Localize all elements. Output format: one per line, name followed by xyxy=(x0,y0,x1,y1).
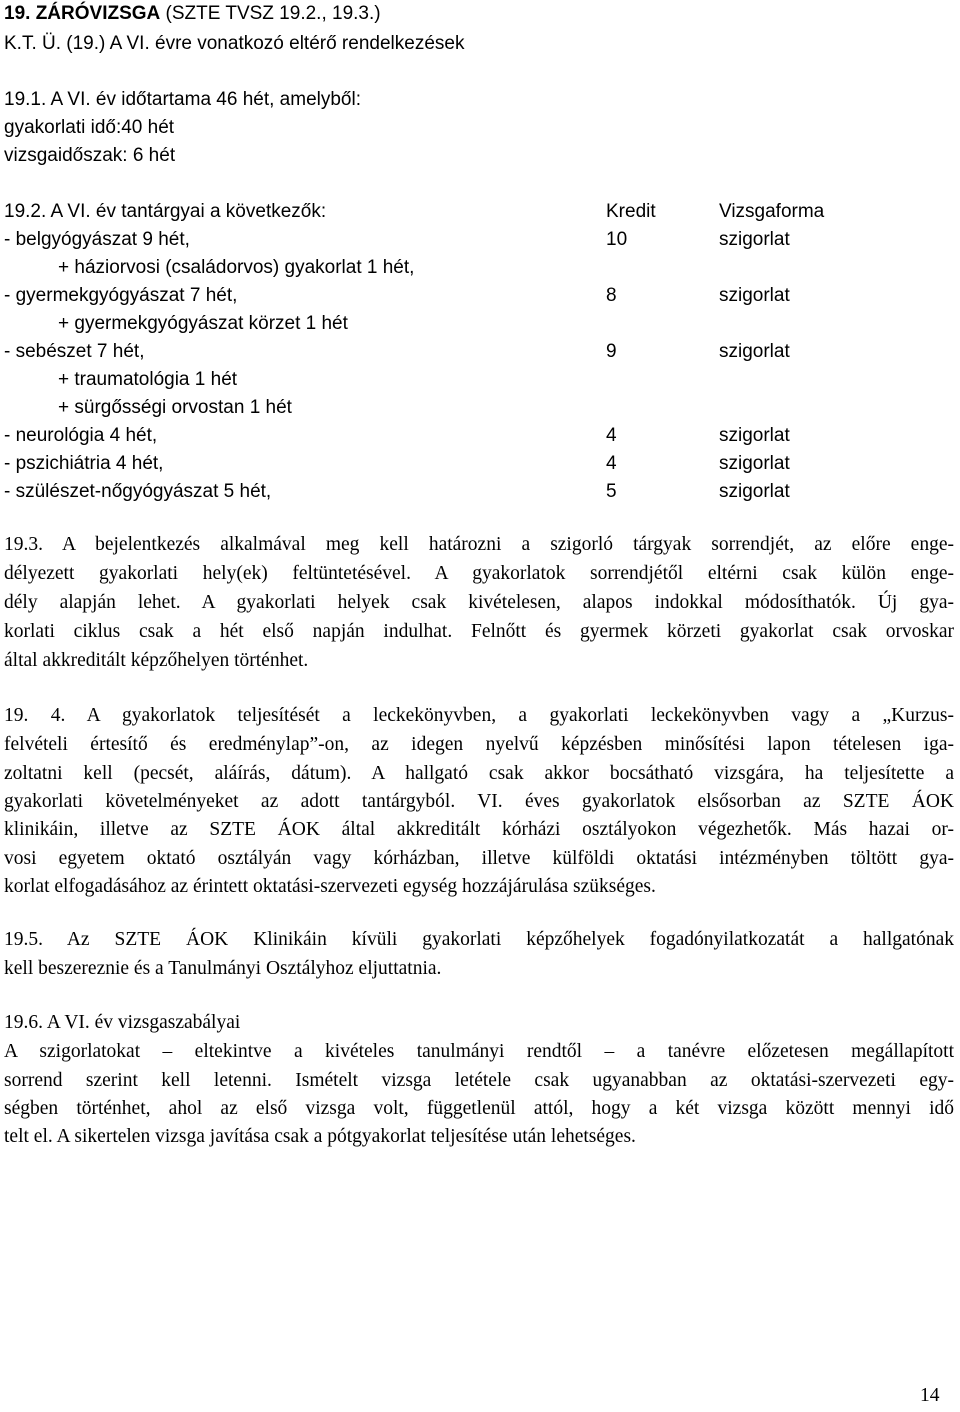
kredit-cell: 10 xyxy=(606,229,628,250)
heading-reference: (SZTE TVSZ 19.2., 19.3.) xyxy=(160,3,381,24)
table-row xyxy=(0,254,960,282)
table-row xyxy=(0,422,960,450)
column-header-kredit: Kredit xyxy=(606,201,656,222)
table-row xyxy=(0,450,960,478)
subject-cell: + háziorvosi (családorvos) gyakorlat 1 hét, xyxy=(58,257,415,278)
section-19-1-line: gyakorlati idő:40 hét xyxy=(4,117,175,138)
kredit-cell: 4 xyxy=(606,425,617,446)
paragraph-line: gyakorlati követelményeket az adott tantárgyból. VI. éves gyakorlatok elsősorban az SZTE ÁOK xyxy=(4,791,954,812)
paragraph-line: által akkreditált képzőhelyen történhet. xyxy=(4,650,309,671)
subject-cell: - szülészet-nőgyógyászat 5 hét, xyxy=(4,481,272,502)
kredit-cell: 9 xyxy=(606,341,617,362)
column-header-vizsgaforma: Vizsgaforma xyxy=(719,201,825,222)
section-19-1-line: vizsgaidőszak: 6 hét xyxy=(4,145,176,166)
paragraph-line: dély alapján lehet. A gyakorlati helyek csak kivételesen, alapos indokkal módosíthatók. Új gya- xyxy=(4,592,954,613)
table-header-subjects: 19.2. A VI. év tantárgyai a következők: xyxy=(4,201,327,222)
table-header-row xyxy=(0,198,960,226)
vizsgaforma-cell: szigorlat xyxy=(719,425,790,446)
paragraph-line: délyezett gyakorlati hely(ek) feltüntetésével. A gyakorlatok sorrendjétől eltérni csak külön enge- xyxy=(4,563,954,584)
table-row xyxy=(0,338,960,366)
paragraph-line: 19.5. Az SZTE ÁOK Klinikáin kívüli gyakorlati képzőhelyek fogadónyilatkozatát a hallgatónak xyxy=(4,929,954,950)
subject-cell: - belgyógyászat 9 hét, xyxy=(4,229,190,250)
paragraph-line: telt el. A sikertelen vizsga javítása csak a pótgyakorlat teljesítése után lehetséges. xyxy=(4,1126,636,1147)
document-heading xyxy=(4,0,381,28)
page-number: 14 xyxy=(920,1385,940,1406)
paragraph-line: korlat elfogadásához az érintett oktatási-szervezeti egység hozzájárulása szükséges. xyxy=(4,876,656,897)
paragraph-line: A szigorlatokat – eltekintve a kivételes tanulmányi rendtől – a tanévre előzetesen megállapított xyxy=(4,1041,954,1062)
table-row xyxy=(0,310,960,338)
subject-cell: + gyermekgyógyászat körzet 1 hét xyxy=(58,313,348,334)
vizsgaforma-cell: szigorlat xyxy=(719,481,790,502)
table-row xyxy=(0,226,960,254)
paragraph-line: vosi egyetem oktató osztályán vagy kórházban, illetve külföldi oktatási intézményben töltött gya- xyxy=(4,848,954,869)
section-19-1-line: 19.1. A VI. év időtartama 46 hét, amelyből: xyxy=(4,89,361,110)
table-row xyxy=(0,394,960,422)
table-row xyxy=(0,366,960,394)
subject-cell: - gyermekgyógyászat 7 hét, xyxy=(4,285,238,306)
paragraph-line: klinikáin, illetve az SZTE ÁOK által akkreditált kórházi osztályokon végezhetők. Más hazai or- xyxy=(4,819,954,840)
paragraph-line: kell beszereznie és a Tanulmányi Osztályhoz eljuttatnia. xyxy=(4,958,442,979)
heading-title: 19. ZÁRÓVIZSGA xyxy=(4,3,161,24)
subject-cell: - pszichiátria 4 hét, xyxy=(4,453,164,474)
paragraph-line: 19. 4. A gyakorlatok teljesítését a leckekönyvben, a gyakorlati leckekönyvben vagy a „Kurzus- xyxy=(4,705,954,726)
paragraph-line: sorrend szerint kell letenni. Ismételt vizsga letétele csak ugyanabban az oktatási-szervezeti egy- xyxy=(4,1070,954,1091)
paragraph-line: ségben történhet, ahol az első vizsga volt, függetlenül attól, hogy a két vizsga között mennyi idő xyxy=(4,1098,954,1119)
table-row xyxy=(0,478,960,506)
subject-cell: - sebészet 7 hét, xyxy=(4,341,145,362)
kredit-cell: 5 xyxy=(606,481,617,502)
paragraph-line: zoltatni kell (pecsét, aláírás, dátum). A hallgató csak akkor bocsátható vizsgára, ha teljesítette a xyxy=(4,763,954,784)
kredit-cell: 4 xyxy=(606,453,617,474)
section-title: 19.6. A VI. év vizsgaszabályai xyxy=(4,1012,241,1033)
paragraph-line: felvételi értesítő és eredménylap”-on, az idegen nyelvű képzésben minősítési lapon tételesen iga- xyxy=(4,734,954,755)
vizsgaforma-cell: szigorlat xyxy=(719,229,790,250)
subject-cell: + traumatológia 1 hét xyxy=(58,369,238,390)
subject-cell: + sürgősségi orvostan 1 hét xyxy=(58,397,292,418)
paragraph-line: korlati ciklus csak a hét első napján indulhat. Felnőtt és gyermek körzeti gyakorlat csak orvoskar xyxy=(4,621,954,642)
kredit-cell: 8 xyxy=(606,285,617,306)
paragraph-line: 19.3. A bejelentkezés alkalmával meg kell határozni a szigorló tárgyak sorrendjét, az előre enge- xyxy=(4,534,954,555)
vizsgaforma-cell: szigorlat xyxy=(719,453,790,474)
subject-cell: - neurológia 4 hét, xyxy=(4,425,158,446)
table-row xyxy=(0,282,960,310)
vizsgaforma-cell: szigorlat xyxy=(719,285,790,306)
vizsgaforma-cell: szigorlat xyxy=(719,341,790,362)
heading-subtitle: K.T. Ü. (19.) A VI. évre vonatkozó eltérő rendelkezések xyxy=(4,33,465,54)
